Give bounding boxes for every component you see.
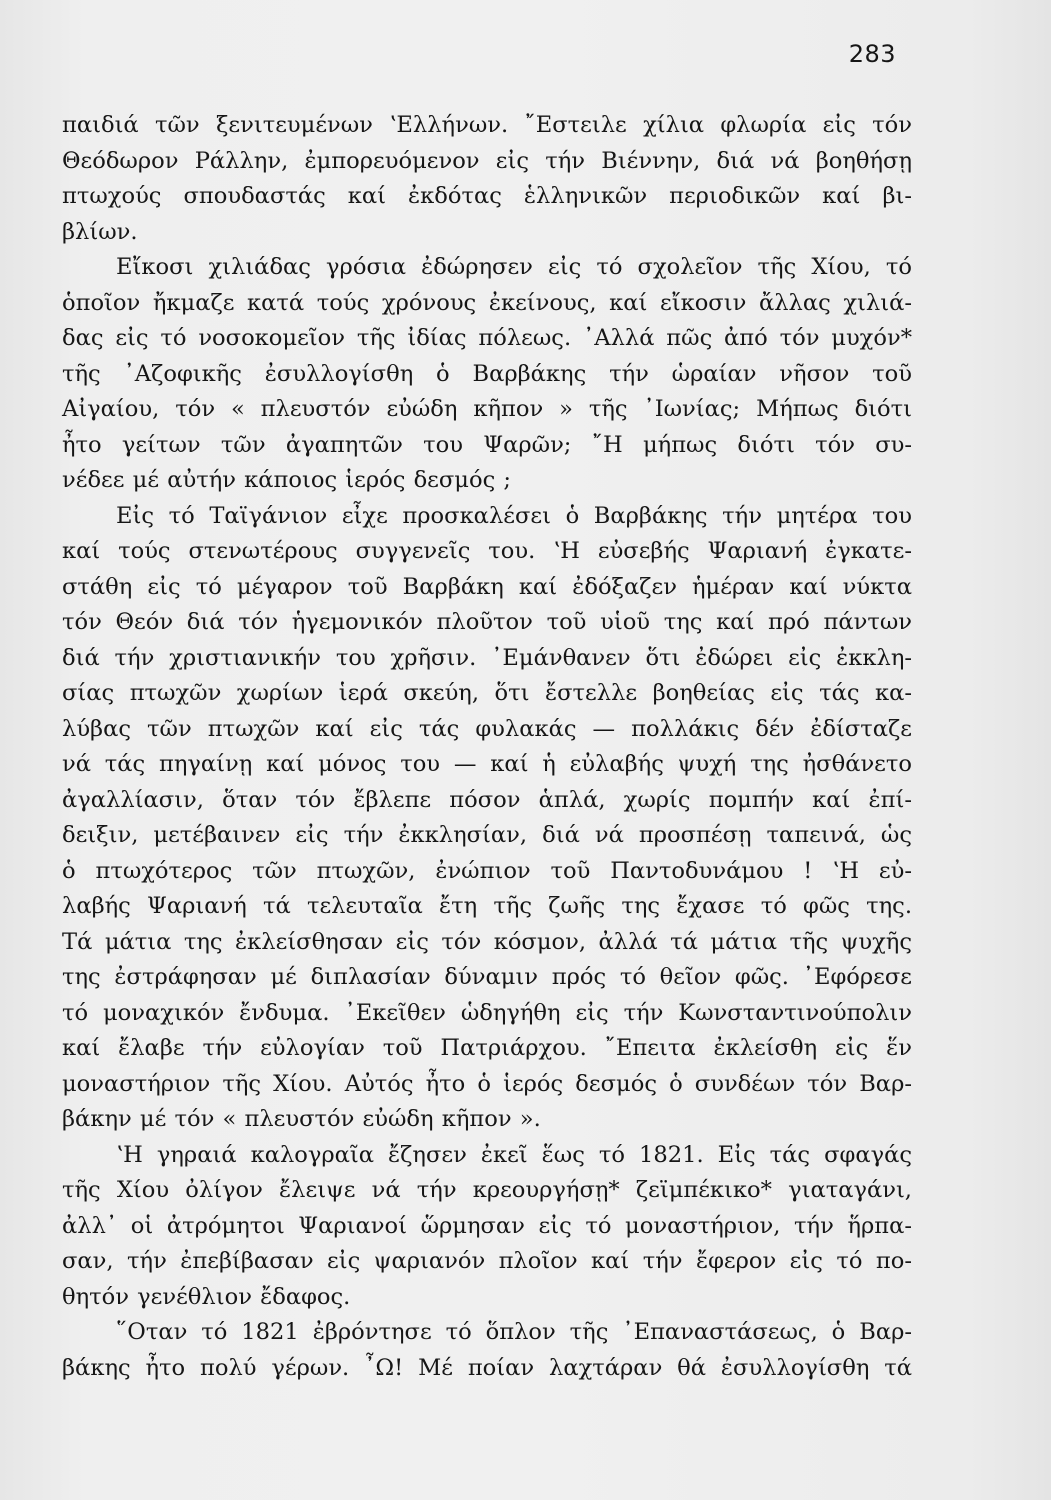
text-line: καί τούς στενωτέρους συγγενεῖς του. ʽΗ εὐσεβής Ψαριανή ἐγκατε- bbox=[62, 538, 912, 564]
text-line: τόν Θεόν διά τόν ἡγεμονικόν πλοῦτον τοῦ υἱοῦ της καί πρό πάντων bbox=[62, 609, 912, 635]
text-line: ἀλλ᾽ οἱ ἀτρόμητοι Ψαριανοί ὥρμησαν εἰς τό μοναστήριον, τήν ἥρπα- bbox=[62, 1212, 912, 1239]
page-number: 283 bbox=[848, 40, 896, 68]
text-line: βάκης ἦτο πολύ γέρων. ῏Ω! Μέ ποίαν λαχτάραν θά ἐσυλλογίσθη τά bbox=[62, 1354, 912, 1381]
text-line: τῆς Χίου ὀλίγον ἔλειψε νά τήν κρεουργήσῃ* ζεϊμπέκικο* γιαταγάνι, bbox=[62, 1177, 912, 1203]
text-line: νά τάς πηγαίνῃ καί μόνος του — καί ἡ εὐλαβής ψυχή της ἠσθάνετο bbox=[62, 751, 912, 777]
text-line: τῆς ᾽Αζοφικῆς ἐσυλλογίσθη ὁ Βαρβάκης τήν ὡραίαν νῆσον τοῦ bbox=[62, 360, 912, 387]
text-line: σαν, τήν ἐπεβίβασαν εἰς ψαριανόν πλοῖον καί τήν ἔφερον εἰς τό πο- bbox=[62, 1248, 912, 1274]
text-line: στάθη εἰς τό μέγαρον τοῦ Βαρβάκη καί ἐδόξαζεν ἡμέραν καί νύκτα bbox=[62, 573, 912, 600]
text-line: σίας πτωχῶν χωρίων ἱερά σκεύη, ὅτι ἔστελλε βοηθείας εἰς τάς κα- bbox=[62, 680, 912, 706]
text-line: Εἰς τό Ταϊγάνιον εἶχε προσκαλέσει ὁ Βαρβάκης τήν μητέρα του bbox=[116, 502, 912, 529]
text-line: βλίων. bbox=[62, 218, 138, 245]
text-line: τό μοναχικόν ἔνδυμα. ᾽Εκεῖθεν ὡδηγήθη εἰς τήν Κωνσταντινούπολιν bbox=[62, 999, 912, 1026]
text-line: ῞Οταν τό 1821 ἐβρόντησε τό ὅπλον τῆς ᾽Επαναστάσεως, ὁ Βαρ- bbox=[116, 1319, 912, 1345]
text-line: Αἰγαίου, τόν « πλευστόν εὐώδη κῆπον » τῆς ᾽Ιωνίας; Μήπως διότι bbox=[62, 396, 912, 422]
text-line: ὁποῖον ἤκμαζε κατά τούς χρόνους ἐκείνους, καί εἴκοσιν ἄλλας χιλιά- bbox=[62, 289, 912, 316]
text-line: δειξιν, μετέβαινεν εἰς τήν ἐκκλησίαν, διά νά προσπέσῃ ταπεινά, ὡς bbox=[62, 822, 912, 848]
body-text bbox=[62, 108, 912, 1386]
text-line: ʽΗ γηραιά καλογραῖα ἔζησεν ἐκεῖ ἕως τό 1821. Εἰς τάς σφαγάς bbox=[116, 1141, 912, 1168]
text-line: μοναστήριον τῆς Χίου. Αὐτός ἦτο ὁ ἱερός δεσμός ὁ συνδέων τόν Βαρ- bbox=[62, 1070, 912, 1097]
text-line: καί ἔλαβε τήν εὐλογίαν τοῦ Πατριάρχου. ῎Επειτα ἐκλείσθη εἰς ἕν bbox=[62, 1035, 912, 1061]
text-line: βάκην μέ τόν « πλευστόν εὐώδη κῆπον ». bbox=[62, 1106, 541, 1132]
text-line: λαβής Ψαριανή τά τελευταῖα ἔτη τῆς ζωῆς της ἔχασε τό φῶς της. bbox=[62, 893, 912, 919]
text-line: Εἴκοσι χιλιάδας γρόσια ἐδώρησεν εἰς τό σχολεῖον τῆς Χίου, τό bbox=[116, 254, 912, 280]
text-line: ἦτο γείτων τῶν ἀγαπητῶν του Ψαρῶν; ῎Η μήπως διότι τόν συ- bbox=[62, 431, 912, 458]
text-line: της ἐστράφησαν μέ διπλασίαν δύναμιν πρός τό θεῖον φῶς. ᾽Εφόρεσε bbox=[62, 964, 912, 990]
text-line: λύβας τῶν πτωχῶν καί εἰς τάς φυλακάς — πολλάκις δέν ἐδίσταζε bbox=[62, 715, 912, 742]
text-line: Θεόδωρον Ράλλην, ἐμπορευόμενον εἰς τήν Βιέννην, διά νά βοηθήσῃ bbox=[62, 147, 912, 174]
text-line: παιδιά τῶν ξενιτευμένων ʽΕλλήνων. ῎Εστειλε χίλια φλωρία εἰς τόν bbox=[62, 112, 912, 138]
text-line: δας εἰς τό νοσοκομεῖον τῆς ἰδίας πόλεως. ᾽Αλλά πῶς ἀπό τόν μυχόν* bbox=[62, 325, 912, 351]
text-line: θητόν γενέθλιον ἔδαφος. bbox=[62, 1283, 351, 1310]
text-line: νέδεε μέ αὐτήν κάποιος ἱερός δεσμός ; bbox=[62, 467, 512, 493]
text-line: ἀγαλλίασιν, ὅταν τόν ἔβλεπε πόσον ἁπλά, χωρίς πομπήν καί ἐπί- bbox=[62, 786, 912, 813]
text-line: Τά μάτια της ἐκλείσθησαν εἰς τόν κόσμον, ἀλλά τά μάτια τῆς ψυχῆς bbox=[62, 928, 912, 955]
text-line: ὁ πτωχότερος τῶν πτωχῶν, ἐνώπιον τοῦ Παντοδυνάμου ! ʽΗ εὐ- bbox=[62, 857, 912, 884]
text-line: διά τήν χριστιανικήν του χρῆσιν. ᾽Εμάνθανεν ὅτι ἐδώρει εἰς ἐκκλη- bbox=[62, 644, 912, 671]
text-line: πτωχούς σπουδαστάς καί ἐκδότας ἑλληνικῶν περιοδικῶν καί βι- bbox=[62, 183, 912, 209]
